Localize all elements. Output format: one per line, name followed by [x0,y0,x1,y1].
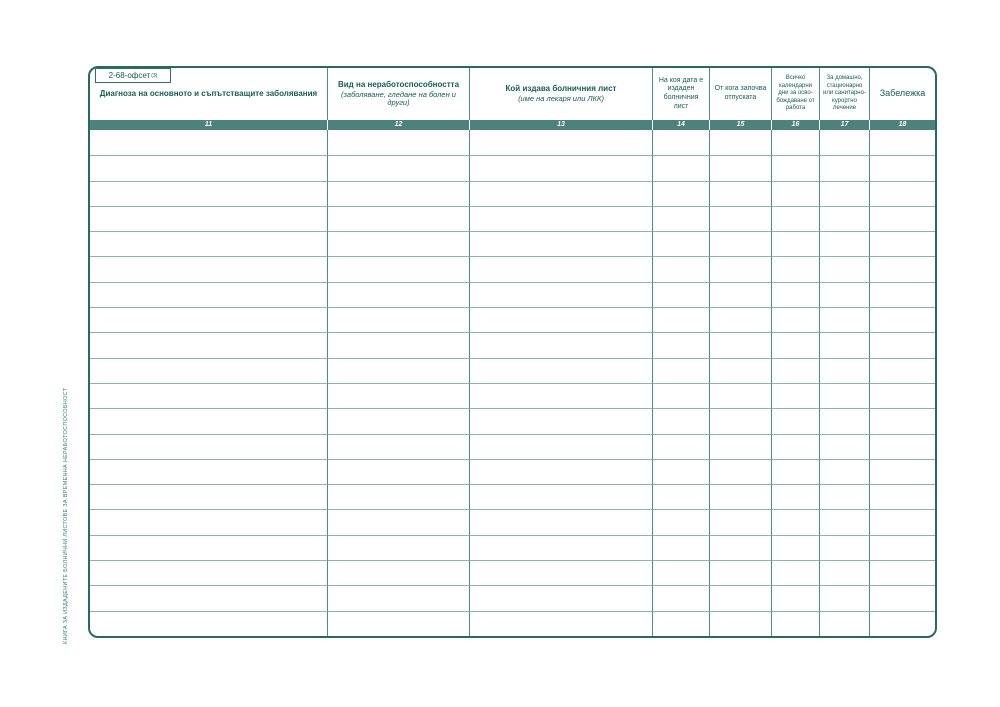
table-cell [652,358,709,383]
table-cell [771,484,819,509]
table-cell [771,408,819,433]
table-cell [869,332,935,357]
table-cell [469,155,652,180]
table-cell [709,459,771,484]
form-code-label: 2-68-офсет [108,71,151,80]
table-cell [771,459,819,484]
table-cell [469,535,652,560]
table-cell [771,231,819,256]
table-cell [771,611,819,636]
column-number: 11 [90,120,327,130]
table-cell [90,459,327,484]
table-cell [819,535,869,560]
table-cell [90,611,327,636]
table-cell [469,560,652,585]
table-cell [771,332,819,357]
table-cell [327,155,469,180]
table-cell [327,231,469,256]
table-cell [709,307,771,332]
table-cell [709,282,771,307]
column-header-note [869,68,935,120]
table-cell [771,206,819,231]
table-cell [771,282,819,307]
table-cell [819,358,869,383]
table-cell [819,181,869,206]
table-cell [469,459,652,484]
table-cell [327,181,469,206]
column-header-total-days [771,68,819,120]
table-cell [90,256,327,281]
table-cell [652,282,709,307]
table-cell [90,181,327,206]
table-cell [771,535,819,560]
column-header-treatment-type [819,68,869,120]
table-cell [90,484,327,509]
table-cell [869,256,935,281]
table-cell [869,383,935,408]
table-cell [652,509,709,534]
table-cell [327,307,469,332]
column-number: 12 [327,120,469,130]
table-cell [819,408,869,433]
table-cell [652,434,709,459]
table-cell [771,434,819,459]
table-cell [709,585,771,610]
table-cell [327,484,469,509]
table-cell [771,181,819,206]
table-body [90,130,935,636]
table-cell [869,307,935,332]
table-cell [327,560,469,585]
table-cell [90,509,327,534]
column-number: 13 [469,120,652,130]
column-header-issuer [469,68,652,120]
table-cell [469,282,652,307]
column-number: 15 [709,120,771,130]
table-cell [771,256,819,281]
table-cell [869,560,935,585]
table-cell [327,434,469,459]
table-cell [709,535,771,560]
table-cell [709,181,771,206]
table-cell [327,459,469,484]
table-cell [869,585,935,610]
table-cell [771,155,819,180]
table-cell [327,130,469,155]
table-cell [469,231,652,256]
table-cell [869,181,935,206]
table-cell [652,181,709,206]
table-cell [819,155,869,180]
table-cell [90,332,327,357]
form-code-tab [95,68,171,83]
table-cell [869,408,935,433]
table-cell [90,206,327,231]
table-cell [709,383,771,408]
table-cell [709,206,771,231]
table-cell [709,256,771,281]
table-cell [469,307,652,332]
column-header-issue-date [652,68,709,120]
column-subtitle: (име на лекаря или ЛКК) [518,93,604,103]
table-cell [869,611,935,636]
table-cell [469,408,652,433]
table-cell [709,332,771,357]
table-cell [819,231,869,256]
table-cell [90,434,327,459]
table-cell [819,256,869,281]
table-cell [327,206,469,231]
table-cell [819,307,869,332]
column-title: На коя дата е издаден болничния лист [658,76,704,110]
table-cell [869,459,935,484]
column-header-incapacity-type [327,68,469,120]
table-cell [819,611,869,636]
table-cell [469,434,652,459]
table-cell [709,434,771,459]
table-cell [819,434,869,459]
table-cell [469,130,652,155]
table-cell [709,611,771,636]
table-cell [469,509,652,534]
side-caption: КНИГА ЗА ИЗДАДЕНИТЕ БОЛНИЧНИ ЛИСТОВЕ ЗА ВРЕМЕННА НЕРАБОТОСПОСОБНОСТ [63,387,69,644]
table-cell [869,231,935,256]
table-cell [469,358,652,383]
table-cell [771,383,819,408]
table-cell [652,155,709,180]
table-cell [771,585,819,610]
column-number: 18 [869,120,935,130]
table-cell [869,434,935,459]
table-cell [771,358,819,383]
table-header-row [90,68,935,120]
column-title: Кой издава болничния лист [505,84,617,94]
table-cell [469,484,652,509]
table-cell [869,358,935,383]
table-cell [771,560,819,585]
table-cell [90,383,327,408]
table-cell [327,282,469,307]
table-cell [327,256,469,281]
table-cell [327,509,469,534]
table-cell [90,155,327,180]
table-cell [819,484,869,509]
table-cell [709,509,771,534]
table-cell [469,383,652,408]
table-cell [90,358,327,383]
table-cell [90,408,327,433]
column-title: Забележка [879,88,926,99]
table-cell [869,282,935,307]
table-cell [869,206,935,231]
table-cell [327,383,469,408]
table-cell [469,611,652,636]
table-cell [771,307,819,332]
column-header-leave-start [709,68,771,120]
table-cell [652,206,709,231]
table-cell [652,535,709,560]
column-title: Всичко календарни дни за освобождаване от работа [776,75,815,112]
table-cell [771,509,819,534]
table-cell [652,383,709,408]
table-cell [819,459,869,484]
table-cell [327,358,469,383]
column-title: За домашно, стационарно или санитарно-курортно лечение [823,75,866,112]
table-cell [652,459,709,484]
table-cell [327,408,469,433]
table-cell [327,611,469,636]
table-cell [709,560,771,585]
table-cell [869,535,935,560]
table-cell [709,358,771,383]
column-number-band [90,120,935,130]
ledger-table [88,66,937,638]
form-code-index: (3) [151,72,158,79]
table-cell [869,130,935,155]
table-cell [469,206,652,231]
table-cell [90,307,327,332]
column-number: 16 [771,120,819,130]
table-cell [869,484,935,509]
table-cell [709,155,771,180]
table-cell [327,332,469,357]
table-cell [771,130,819,155]
table-cell [327,535,469,560]
column-title: От кога започва отпуската [714,85,767,101]
table-cell [819,332,869,357]
table-cell [709,408,771,433]
table-cell [652,307,709,332]
table-cell [327,585,469,610]
table-cell [652,332,709,357]
table-cell [819,206,869,231]
table-cell [652,231,709,256]
table-cell [90,282,327,307]
table-cell [469,585,652,610]
table-cell [709,231,771,256]
table-cell [709,484,771,509]
column-number: 14 [652,120,709,130]
table-cell [819,130,869,155]
table-cell [652,611,709,636]
table-cell [652,130,709,155]
table-cell [869,509,935,534]
table-cell [652,484,709,509]
table-cell [90,130,327,155]
table-cell [90,231,327,256]
table-cell [90,585,327,610]
column-title: Диагноза на основното и съпътстващите заболявания [99,88,318,98]
table-cell [652,585,709,610]
table-cell [90,560,327,585]
table-cell [469,332,652,357]
table-cell [469,256,652,281]
column-number: 17 [819,120,869,130]
table-cell [819,585,869,610]
table-cell [469,181,652,206]
table-cell [652,256,709,281]
table-cell [819,383,869,408]
table-cell [819,560,869,585]
table-cell [819,282,869,307]
table-cell [652,560,709,585]
column-title: Вид на неработоспособността [337,80,460,90]
column-subtitle: (заболяване, гледане на болен и други) [341,89,456,108]
table-cell [90,535,327,560]
table-cell [652,408,709,433]
table-cell [819,509,869,534]
table-cell [709,130,771,155]
table-cell [869,155,935,180]
